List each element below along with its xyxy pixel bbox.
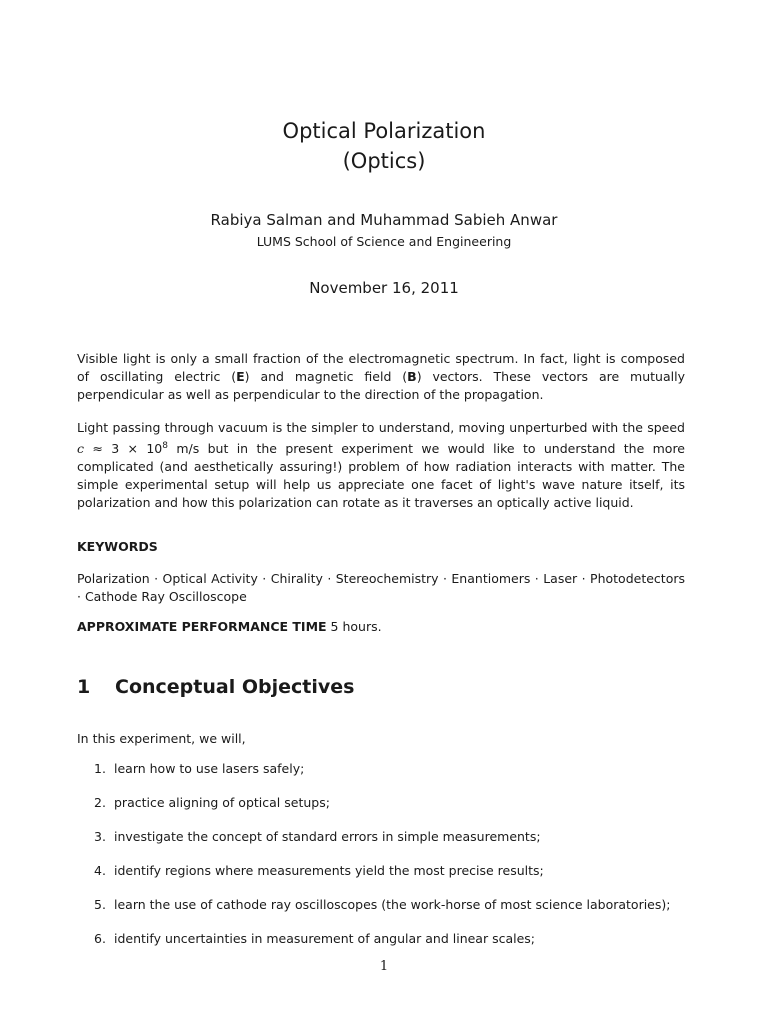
list-item — [94, 896, 670, 930]
item-text: investigate the concept of standard errors in simple measurements; — [114, 829, 541, 844]
magnetic-field-symbol: B — [407, 369, 417, 384]
p1-text-a: Visible light is only a small fraction of the electromagnetic spectrum. In fact, light is composed of oscillating electric ( — [77, 351, 685, 384]
performance-value: 5 hours. — [326, 619, 382, 634]
p2-text-b: m/s but in the present experiment we would like to understand the more complicated (and aesthetically assuring!) problem of how radiation interacts with matter. The simple experimental setup will help us appreciate one facet of light's wave nature itself, its polarization and how this polarization can rotate as it traverses an optically active liquid. — [77, 441, 686, 511]
section-title: Conceptual Objectives — [115, 676, 355, 698]
paragraph-2 — [77, 419, 685, 512]
title-line-1: Optical Polarization — [282, 119, 486, 143]
date: November 16, 2011 — [309, 279, 459, 297]
p1-text-c: ) vectors. These vectors are mutually perpendicular as well as perpendicular to the direction of the propagation. — [77, 369, 685, 402]
item-text: learn the use of cathode ray oscilloscopes (the work-horse of most science laboratories); — [114, 897, 671, 912]
speed-of-light-symbol: c — [77, 441, 85, 457]
item-number: 1. — [94, 761, 106, 776]
performance-label: APPROXIMATE PERFORMANCE TIME — [77, 619, 327, 634]
page-number: 1 — [379, 959, 389, 974]
objectives-list — [94, 760, 670, 964]
item-text: learn how to use lasers safely; — [114, 761, 305, 776]
item-number: 6. — [94, 931, 106, 946]
list-item — [94, 794, 670, 828]
paper-title — [0, 116, 768, 176]
list-item — [94, 828, 670, 862]
p1-text-b: ) and magnetic field ( — [244, 369, 408, 384]
p2-text-a: Light passing through vacuum is the simpler to understand, moving unperturbed with the speed — [77, 420, 685, 435]
title-line-2: (Optics) — [342, 149, 426, 173]
item-text: identify regions where measurements yield the most precise results; — [114, 863, 544, 878]
item-number: 2. — [94, 795, 106, 810]
keywords-heading: KEYWORDS — [77, 539, 158, 554]
speed-value: ≈ 3 × 10 — [84, 441, 163, 457]
section-heading — [77, 676, 354, 698]
list-item — [94, 862, 670, 896]
item-number: 4. — [94, 863, 106, 878]
authors: Rabiya Salman and Muhammad Sabieh Anwar — [210, 211, 558, 229]
performance-time — [77, 618, 685, 636]
item-number: 5. — [94, 897, 106, 912]
keywords-list: Polarization · Optical Activity · Chirality · Stereochemistry · Enantiomers · Laser · Photodetectors · Cathode Ray Oscilloscope — [77, 571, 685, 604]
item-number: 3. — [94, 829, 106, 844]
paragraph-1 — [77, 350, 685, 404]
section-number: 1 — [77, 676, 91, 698]
list-item — [94, 760, 670, 794]
electric-field-symbol: E — [236, 369, 245, 384]
affiliation: LUMS School of Science and Engineering — [256, 234, 512, 249]
speed-exponent: 8 — [162, 441, 168, 451]
item-text: identify uncertainties in measurement of angular and linear scales; — [114, 931, 536, 946]
objectives-intro: In this experiment, we will, — [77, 731, 246, 746]
item-text: practice aligning of optical setups; — [114, 795, 330, 810]
